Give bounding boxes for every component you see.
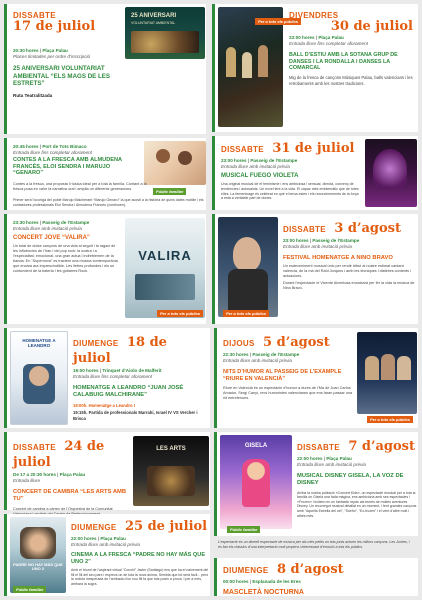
event-card-8-agost — [214, 540, 418, 596]
event-poster — [10, 517, 66, 593]
audience-badge: Per a tots els públics — [157, 310, 203, 317]
event-time-place: 22:30 hores | Passeig de l’Estampe — [223, 352, 300, 357]
event-note: Entrada lliure amb invitació prèvia — [297, 461, 366, 467]
event-time-place: 23:00 hores | Plaça Palau — [289, 35, 344, 40]
event-photo — [218, 7, 283, 127]
event-photo — [218, 217, 278, 317]
audience-badge: Per a tots els públics — [223, 310, 269, 317]
audience-badge: Per a tots els públics — [255, 18, 301, 25]
day-name: DIVENDRES — [289, 11, 339, 20]
day-name: DISSABTE — [13, 443, 56, 452]
event-detail-2: 19:15h. Partida de professionals Marrahi, Israel IV VS Vercher i Brisca — [73, 410, 198, 421]
audience-badge: Públic familiar — [153, 188, 186, 195]
event-description: Mig de la fresca de cançons Músiques Palau, balls valencians i les retrobaments amb les nostres tradicions. — [289, 75, 413, 86]
event-poster — [357, 332, 417, 414]
event-title: FESTIVAL HOMENATGE A NINO BRAVO — [283, 255, 393, 262]
event-note: Places limitades per ordre d’inscripció — [13, 53, 91, 59]
day-name: DIJOUS — [223, 339, 255, 348]
event-title: 25 ANIVERSARI VOLUNTARIAT AMBIENTAL “ELS MAGS DE LES ESTRETS” — [13, 65, 111, 87]
event-title: MASCLETÀ NOCTURNA — [223, 588, 304, 596]
event-card-18-juliol — [4, 328, 210, 428]
event-card-24-juliol — [4, 432, 210, 510]
event-title: MUSICAL DISNEY GISELA, LA VOZ DE DISNEY — [297, 473, 404, 487]
event-card-30-juliol — [212, 4, 418, 132]
event-title: BALL D’ESTIU AMB LA SOTANA GRUP DE DANSES I LA RONDALLA I DANSES LA COMARCAL — [289, 52, 398, 71]
event-note: Entrada lliure amb invitació prèvia — [71, 541, 140, 547]
event-date — [289, 12, 417, 33]
day-date: 7 d’agost — [348, 439, 416, 454]
event-date — [283, 220, 417, 236]
event-card-31-juliol — [212, 136, 418, 210]
day-date: 31 de juliol — [272, 141, 355, 156]
event-title: MUSICAL FUEGO VIOLETA — [221, 173, 299, 180]
event-note: Entrada lliure amb invitació prèvia — [283, 243, 352, 249]
event-time-place: 20:30 hores | Plaça Palau — [13, 48, 68, 53]
audience-badge: Públic familiar — [13, 586, 46, 593]
event-card-valira — [4, 214, 206, 324]
event-time-place: 00:00 hores | Esplanada de les Eres — [223, 579, 301, 584]
day-date: 25 de juliol — [124, 519, 208, 534]
event-card-25-juliol — [4, 514, 210, 596]
event-time-place: 19:00 hores | Trinquet d’Aiolo de Malferit — [73, 368, 162, 373]
event-poster — [133, 436, 209, 506]
event-date — [223, 334, 353, 350]
event-description: Arriba la nostra població «Concert Kids», un espectacle musical per a tota la família on Gisela una fada màgica, ens ambiciona amb ses espectacles i «Frozen» i trobem en un fantàstic repàs als temes de moltes aventures Disney. Un recorregut musical detallat en un moment, i fent grandes cançons amb “Aquella Estrella del cel”, “Sueño”, “Ex-frozen” i el vent d’altre molt i altres més. — [297, 490, 417, 518]
event-note: Entrada lliure fins completar aforament — [289, 40, 368, 46]
event-note: Entrada lliure amb invitació prèvia — [13, 225, 82, 231]
event-note-text: L’espectacle és un divertit espectacle de música per als més petits on tots junts actuen les millors cançons. Les Juntes, i es fan els clàssics d’una interpretació molt propera i interessant d’emoció a tots els públics. — [218, 540, 410, 549]
event-title: CINEMA A LA FRESCA “PADRE NO HAY MÁS QUE UNO 2” — [71, 552, 206, 565]
day-name: DISSABTE — [221, 145, 264, 154]
day-date: 30 de juliol — [330, 19, 413, 34]
day-name: DISSABTE — [297, 443, 340, 452]
event-description: Concert de cambra a càrrec de l’Orquestra de la Comunitat — [13, 506, 113, 511]
event-description: Contes a la fresca, una proposta il·lúsica ideal per a tota la família. Contant a la fresca posa en valor la narrativa oral i amplia un diferents generacions. — [13, 182, 147, 191]
event-note: Entrada lliure amb invitació prèvia — [223, 357, 292, 363]
day-date: 3 d’agost — [334, 221, 402, 236]
event-description: Amb el triomf de l’aspirant virtual “Conchi” Javier (Santiago) ens que ha el naixement del fill el fill del seu pare i esprecs un de tota la nova ànima. Sembla que tot serà fàcil... però la notícia inesperada de l’arribada d’un nou fill fa que tots posin a prova. I per a més, arribarà la sogra. — [71, 568, 209, 586]
day-date: 8 d’agost — [276, 562, 344, 577]
event-description: Riure en Valencià és un espectacle d’humor a dures de l’Ma de Juan Carlos Amador, Sergi Canyí, recs humoristes valencianes que ens faran passar una nit entretenues. — [223, 386, 353, 401]
day-date: 17 de juliol — [13, 19, 96, 34]
event-photo: 25 ANIVERSARI VOLUNTARIAT AMBIENTAL — [125, 7, 205, 59]
event-time-place: 22:00 hores | Plaça Palau — [71, 536, 126, 541]
event-description: Un total de dotze cançons de una vida al seguit i la ragaci de les influències de l’Iran i del pop rock: la nostra i a l’especialitat, emocional, una gran actua i indreblemen de la banda. En “Supernova” es tractem una música contemporània que encara ara imprescindible. Les lletres profundes i els so contundent de la bateria i les guitarres Rock. — [13, 244, 118, 273]
event-description-2: Primer serà l’ocoriga del poble Marujo Malcherant “Marujo Genaro” la que acosti a la història de quins dates mobile i els contastures professionals Eloi Sendra i Almudena Francès (continuen). — [13, 198, 204, 207]
event-card-contes — [4, 138, 206, 210]
event-poster — [10, 331, 68, 425]
event-description: Un esdeveniment musical únic per rendir tribut al nostre estimat cantant valencià, de la mà del Raül Jorques i amb les tècniques i distintes contents i actuacions. — [283, 264, 411, 278]
event-time-place: 20:45 hores | Port de Tots Bimaco — [13, 144, 87, 149]
poster-title: HOMENATGE A LEANDRO — [22, 338, 56, 349]
event-title: CONCERT DE CAMBRA “LES ARTS AMB TU” — [13, 489, 127, 503]
event-note: Entrada lliure amb invitació prèvia — [221, 163, 290, 169]
event-title: HOMENATGE A LEANDRO “JUAN JOSÉ CALABUIG MALCHIRANE” — [73, 385, 184, 399]
event-date — [71, 518, 209, 534]
event-time-place: 23:00 hores | Passeig de l’Estampe — [221, 158, 298, 163]
event-date — [297, 438, 417, 454]
event-detail-1: 19:00h. Homenatge a Leandro I — [73, 402, 135, 408]
event-poster — [365, 139, 417, 207]
day-name: DIUMENGE — [223, 566, 269, 575]
event-card-3-agost — [212, 214, 418, 324]
event-description-2: Durant l’espectacle el Vicente Alventosa encaixarà per fer la vida la música de Nino Bravo. — [283, 280, 415, 290]
day-date: 18 de juliol — [73, 335, 167, 366]
event-note: Entrada lliure — [13, 477, 41, 483]
poster-title: GISELA — [244, 443, 268, 449]
event-card-5-agost — [214, 328, 418, 428]
audience-badge: Per a tots els públics — [367, 416, 413, 423]
event-note: Entrada lliure fins completar aforament — [73, 373, 152, 379]
poster-title: PADRE NO HAY MÁS QUE UNO 2 — [13, 562, 63, 572]
event-note: Entrada lliure fins completar aforament — [13, 149, 92, 155]
day-name: DIUMENGE — [73, 339, 119, 348]
event-card-17-juliol — [4, 4, 206, 134]
event-photo — [144, 141, 206, 185]
poster-title: VALIRA — [138, 248, 192, 263]
day-name: DISSABTE — [283, 225, 326, 234]
event-time-place: 22:00 hores | Plaça Palau — [297, 456, 352, 461]
event-card-7-agost — [214, 432, 418, 536]
audience-badge: Públic familiar — [227, 526, 260, 533]
event-time-place: 23:30 hores | Passeig de l’Estampe — [13, 220, 90, 225]
day-date: 5 d’agost — [263, 335, 330, 350]
event-title: NITS D’HUMOR AL PASSEIG DE L’EXAMPLE “RIURE EN VALENCIÀ” — [223, 369, 342, 382]
event-date — [221, 140, 361, 156]
day-name: DISSABTE — [13, 11, 56, 20]
event-date — [223, 561, 417, 577]
event-place: Ruta Teatralitzada — [13, 92, 53, 98]
poster-title: LES ARTS — [156, 446, 186, 452]
event-time-place: 23:00 hores | Passeig de l’Estampe — [283, 238, 360, 243]
event-title: CONCERT JOVE “VALIRA” — [13, 235, 90, 242]
event-description: Una original musical de el feminisme i ens ambiciosa i sensual, directa, convenç de tendències i autosaluts. Un excel·lent a la vida. El capaz més emblemàtic que de totes elles. La femeninage és celebrat en què el tema estes i els reconeixements de la força a esta a veritable part de dones. — [221, 182, 359, 201]
event-time-place: De 17 a 20:30 hores | Plaça Palau — [13, 472, 86, 477]
event-poster — [125, 218, 205, 318]
day-name: DIUMENGE — [71, 523, 117, 532]
event-date — [13, 12, 121, 33]
event-poster — [220, 435, 292, 529]
event-title: CONTES A LA FRESCA AMB ALMUDENA FRANCÉS, ELOI SENDRA I MARUJO “GENARO” — [13, 157, 122, 177]
event-date — [13, 438, 129, 470]
day-date: 24 de juliol — [13, 439, 105, 470]
event-date — [73, 334, 209, 366]
